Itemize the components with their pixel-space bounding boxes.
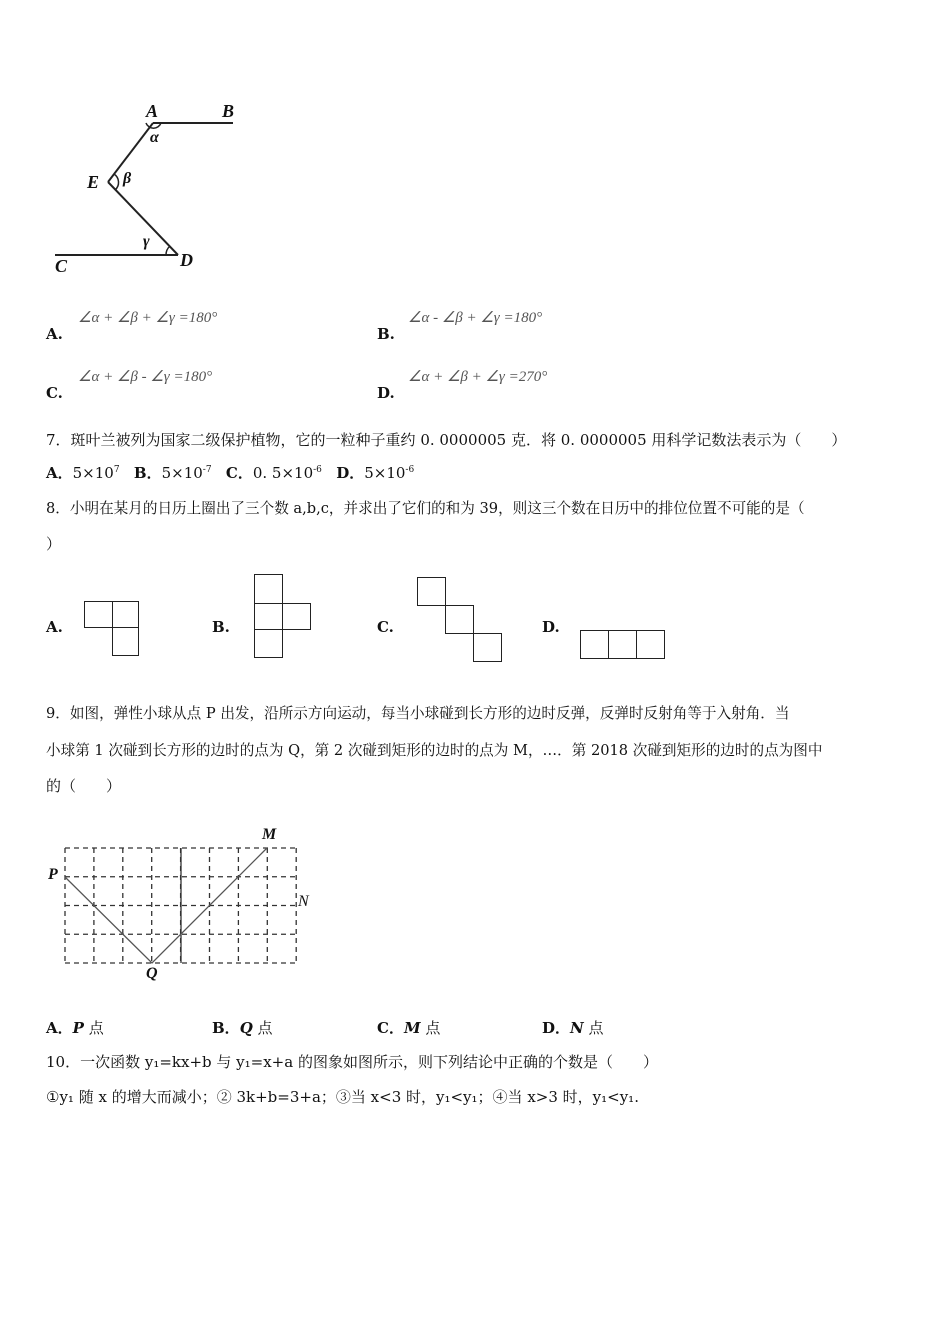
q8-stem-end: ）	[46, 535, 62, 553]
q7-b-exp: -7	[202, 465, 212, 475]
q9-option-a: A．P 点	[46, 1019, 104, 1037]
q7-a-exp: 7	[113, 465, 120, 475]
label-n: N	[298, 893, 309, 910]
q8-option-c: C.	[377, 618, 394, 636]
q8-option-d: D.	[542, 618, 560, 636]
q7-b: 5×10	[161, 464, 203, 482]
q9-line2: 小球第 1 次碰到长方形的边时的点为 Q，第 2 次碰到矩形的边时的点为 M，…．第 2018 次碰到矩形的边时的点为图中	[46, 742, 823, 759]
q7-a: 5×10	[72, 464, 114, 482]
label-beta: β	[123, 170, 132, 187]
q7-c: 0. 5×10	[252, 464, 314, 482]
q6-option-c-key: C.	[46, 384, 63, 402]
q7-d-key: D．	[336, 464, 365, 482]
label-e: E	[87, 172, 100, 192]
q6-option-a: ∠α + ∠β + ∠γ =180°	[78, 310, 218, 326]
label-m: M	[262, 826, 277, 843]
label-p: P	[48, 866, 58, 883]
label-gamma: γ	[143, 233, 150, 250]
label-c: C	[55, 256, 68, 276]
label-q: Q	[146, 965, 158, 982]
q9-option-c: C．M 点	[377, 1019, 441, 1037]
q7-d-exp: -6	[405, 465, 415, 475]
q7-d: 5×10	[364, 464, 406, 482]
q9-option-b: B．Q 点	[212, 1019, 273, 1037]
q10-stem: 10．一次函数 y₁=kx+b 与 y₁=x+a 的图象如图所示，则下列结论中正确的个数是（ ）	[46, 1053, 658, 1071]
q7-c-key: C．	[225, 464, 253, 482]
q7-stem: 7．斑叶兰被列为国家二级保护植物，它的一粒种子重约 0. 0000005 克．将 0. 0000005 用科学记数法表示为（ ）	[46, 431, 847, 449]
q6-option-d-key: D.	[377, 384, 395, 402]
q6-option-c: ∠α + ∠β - ∠γ =180°	[78, 369, 213, 385]
q6-option-a-key: A.	[46, 325, 63, 343]
q8-option-a: A.	[46, 618, 63, 636]
q7-b-key: B．	[133, 464, 162, 482]
q7-options	[46, 462, 414, 483]
q10-conclusions: ①y₁ 随 x 的增大而减小；② 3k+b=3+a；③当 x<3 时，y₁<y₁；④当 x>3 时，y₁<y₁.	[46, 1088, 639, 1106]
q8-option-b: B.	[212, 618, 230, 636]
q7-c-exp: -6	[313, 465, 322, 475]
q6-option-d: ∠α + ∠β + ∠γ =270°	[408, 369, 548, 385]
label-a: A	[146, 101, 159, 121]
q9-line3: 的（ ）	[46, 777, 122, 795]
q6-option-b: ∠α - ∠β + ∠γ =180°	[408, 310, 543, 326]
q6-option-b-key: B.	[377, 325, 395, 343]
q9-line1: 9．如图，弹性小球从点 P 出发，沿所示方向运动，每当小球碰到长方形的边时反弹，反弹时反射角等于入射角．当	[46, 705, 790, 722]
grid-figure	[65, 848, 296, 963]
q7-a-key: A．	[46, 464, 73, 482]
label-alpha: α	[150, 129, 159, 146]
label-b: B	[222, 101, 235, 121]
label-d: D	[180, 250, 193, 270]
q9-option-d: D．N 点	[542, 1019, 604, 1037]
q8-stem: 8．小明在某月的日历上圈出了三个数 a,b,c，并求出了它们的和为 39，则这三个数在日历中的排位位置不可能的是（	[46, 500, 805, 517]
